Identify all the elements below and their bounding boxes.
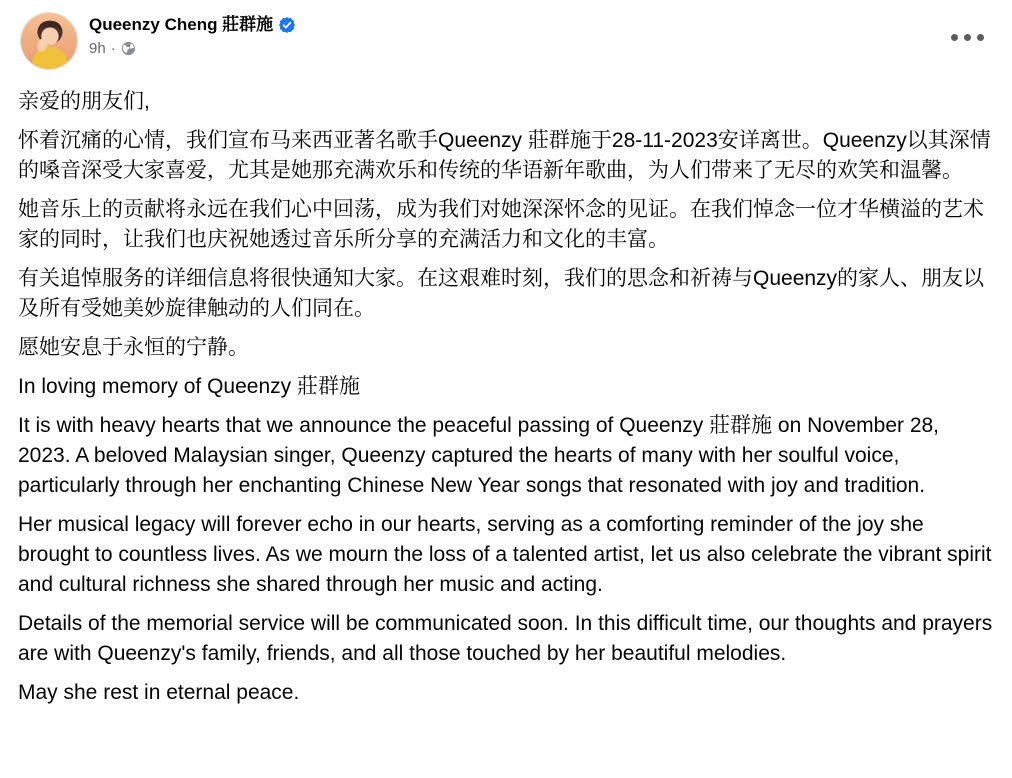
post-paragraph: 有关追悼服务的详细信息将很快通知大家。在这艰难时刻，我们的思念和祈祷与Queenzy的家人、朋友以及所有受她美妙旋律触动的人们同在。 [18, 267, 985, 320]
globe-audience-icon [121, 41, 136, 56]
post-paragraph: 亲爱的朋友们, [18, 90, 150, 113]
post-text [0, 70, 1012, 708]
post-paragraph: May she rest in eternal peace. [18, 681, 300, 704]
header-info [89, 12, 295, 57]
post-header [0, 0, 1012, 70]
ellipsis-dot [964, 34, 971, 41]
post-paragraph: In loving memory of Queenzy 莊群施 [18, 375, 360, 398]
ellipsis-dot [977, 34, 984, 41]
post-paragraph: 怀着沉痛的心情，我们宣布马来西亚著名歌手Queenzy 莊群施于28-11-2023安详离世。Queenzy以其深情的嗓音深受大家喜爱，尤其是她那充满欢乐和传统的华语新年歌曲，为人们带来了无尽的欢笑和温馨。 [18, 129, 991, 182]
author-name[interactable]: Queenzy Cheng 莊群施 [89, 15, 274, 34]
avatar-image [21, 13, 77, 69]
meta-separator: · [110, 40, 116, 57]
author-row [89, 14, 295, 35]
verified-badge-icon [279, 17, 295, 33]
post-paragraph: It is with heavy hearts that we announce the peaceful passing of Queenzy 莊群施 on November 28, 2023. A beloved Malaysian singer, Queenzy captured the hearts of many with her soulful voice, particularly through her enchanting Chinese New Year songs that resonated with joy and tradition. [18, 414, 940, 497]
post-paragraph: Her musical legacy will forever echo in our hearts, serving as a comforting reminder of the joy she brought to countless lives. As we mourn the loss of a talented artist, let us also celebrate the vibrant spirit and cultural richness she shared through her music and acting. [18, 513, 992, 596]
post-paragraph: Details of the memorial service will be communicated soon. In this difficult time, our thoughts and prayers are with Queenzy's family, friends, and all those touched by her beautiful melodies. [18, 612, 993, 665]
avatar[interactable] [20, 12, 78, 70]
post-paragraph: 愿她安息于永恒的宁静。 [18, 336, 249, 359]
timestamp[interactable]: 9h [89, 40, 106, 57]
more-options-button[interactable] [945, 28, 990, 47]
post-meta [89, 40, 295, 57]
post-paragraph: 她音乐上的贡献将永远在我们心中回荡，成为我们对她深深怀念的见证。在我们悼念一位才华横溢的艺术家的同时，让我们也庆祝她透过音乐所分享的充满活力和文化的丰富。 [18, 198, 984, 251]
ellipsis-dot [951, 34, 958, 41]
